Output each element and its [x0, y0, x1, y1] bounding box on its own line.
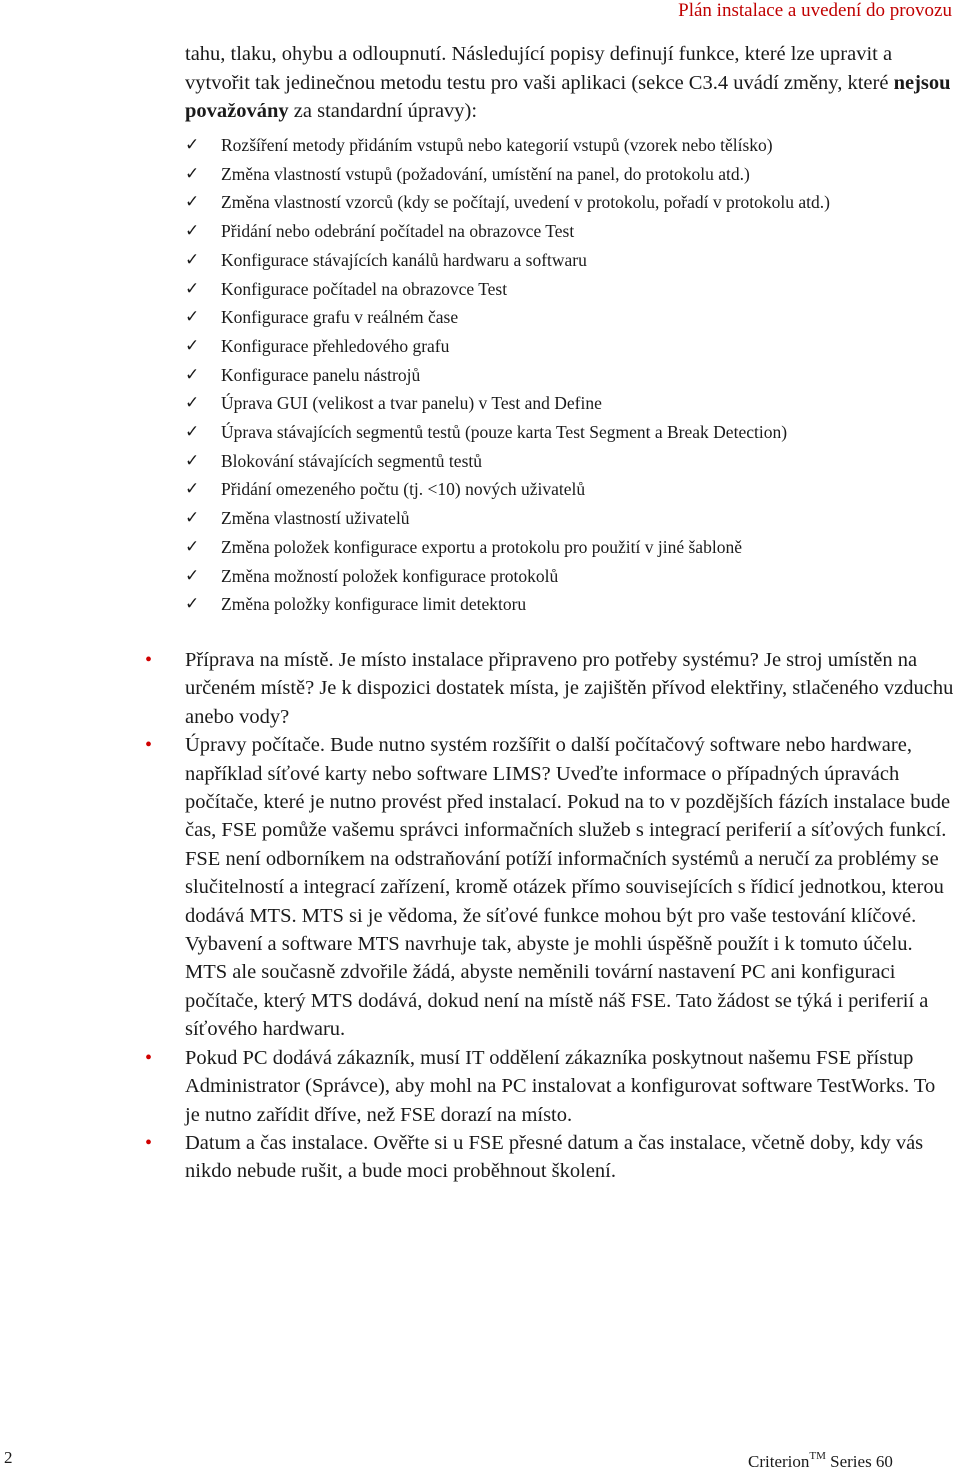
checklist-item [185, 188, 955, 217]
checklist-item [185, 418, 955, 447]
checklist-item [185, 590, 955, 619]
checklist-item [185, 447, 955, 476]
bullet-icon: • [145, 649, 153, 671]
trademark-mark: TM [809, 1450, 826, 1462]
checklist-item-text: Konfigurace počítadel na obrazovce Test [221, 278, 508, 299]
checklist-item-text: Blokování stávajících segmentů testů [221, 450, 482, 471]
checklist-item-text: Změna vlastností uživatelů [221, 508, 410, 529]
intro-paragraph [185, 40, 955, 126]
checkmark-icon: ✓ [185, 393, 200, 414]
checklist-item [185, 332, 955, 361]
checkmark-icon: ✓ [185, 221, 200, 242]
bullet-item-text: Příprava na místě. Je místo instalace připraveno pro potřeby systému? Je stroj umístěn na určeném místě? Je k dispozici dostatek místa, je zajištěn přívod elektřiny, stlačeného vzduchu anebo vody? [185, 649, 954, 728]
checklist-item [185, 303, 955, 332]
preparation-bullet-list [145, 646, 955, 1186]
checklist-item-text: Konfigurace přehledového grafu [221, 335, 450, 356]
footer-product-name: Criterion [748, 1452, 810, 1471]
running-header-title: Plán instalace a uvedení do provozu [678, 0, 952, 21]
checkmark-icon: ✓ [185, 508, 200, 529]
bullet-item [145, 1129, 955, 1186]
checklist-item-text: Změna vlastností vzorců (kdy se počítají, uvedení v protokolu, pořadí v protokolu atd.) [221, 192, 830, 213]
intro-text-part1: tahu, tlaku, ohybu a odloupnutí. Následující popisy definují funkce, které lze upravit a vytvořit tak jedinečnou metodu testu pro vaši aplikaci (sekce C3.4 uvádí změny, které [185, 43, 894, 94]
checklist-item-text: Změna možností položek konfigurace protokolů [221, 565, 559, 586]
footer-series: Series 60 [830, 1452, 893, 1471]
checkmark-icon: ✓ [185, 536, 200, 557]
checkmark-icon: ✓ [185, 163, 200, 184]
customization-checklist [185, 131, 955, 619]
checklist-item [185, 475, 955, 504]
checklist-item-text: Rozšíření metody přidáním vstupů nebo kategorií vstupů (vzorek nebo tělísko) [221, 135, 773, 155]
checklist-item-text: Změna vlastností vstupů (požadování, umístění na panel, do protokolu atd.) [221, 163, 750, 184]
bullet-item [145, 646, 955, 731]
checklist-item-text: Přidání omezeného počtu (tj. <10) nových uživatelů [221, 479, 586, 500]
checklist-item-text: Změna položky konfigurace limit detektoru [221, 594, 527, 615]
checklist-item-text: Úprava stávajících segmentů testů (pouze karta Test Segment a Break Detection) [221, 422, 788, 443]
checkmark-icon: ✓ [185, 364, 200, 385]
checklist-item-text: Konfigurace stávajících kanálů hardwaru a softwaru [221, 249, 587, 270]
checklist-item-text: Konfigurace grafu v reálném čase [221, 307, 459, 328]
bullet-icon: • [145, 1131, 153, 1154]
checkmark-icon: ✓ [185, 565, 200, 586]
checkmark-icon: ✓ [185, 594, 200, 615]
checklist-item [185, 533, 955, 562]
checklist-item-text: Úprava GUI (velikost a tvar panelu) v Test and Define [221, 393, 602, 414]
checklist-item-text: Konfigurace panelu nástrojů [221, 364, 421, 385]
checkmark-icon: ✓ [185, 135, 200, 155]
footer-product [748, 1450, 893, 1472]
checkmark-icon: ✓ [185, 479, 200, 500]
bullet-item-text: Úpravy počítače. Bude nutno systém rozšířit o další počítačový software nebo hardware, například síťové karty nebo software LIMS? Uveďte informace o případných úpravách počítače, které je nutno provést před instalací. Pokud na to v pozdějších fázích instalace bude čas, FSE pomůže vašemu správci informačních služeb s integrací periferií a síťových funkcí. FSE není odborníkem na odstraňování potíží informačních systémů a neručí za problémy se slučitelností a integrací zařízení, kromě otázek přímo souvisejících s řídicí jednotkou, kterou dodává MTS. MTS si je vědoma, že síťové funkce mohou být pro vaše testování klíčové. Vybavení a software MTS navrhuje tak, abyste je mohli úspěšně použít i k tomuto účelu. MTS ale současně zdvořile žádá, abyste neměnili tovární nastavení PC ani konfiguraci počítače, který MTS dodává, dokud není na místě náš FSE. Tato žádost se týká i periferií a síťového hardwaru. [185, 734, 951, 1041]
page-number: 2 [4, 1448, 13, 1467]
checklist-item [185, 131, 955, 160]
checklist-item-text: Změna položek konfigurace exportu a protokolu pro použití v jiné šabloně [221, 536, 742, 557]
intro-text-part2: za standardní úpravy): [288, 100, 478, 122]
checkmark-icon: ✓ [185, 335, 200, 356]
checklist-item-text: Přidání nebo odebrání počítadel na obrazovce Test [221, 221, 575, 242]
checklist-item [185, 361, 955, 390]
checkmark-icon: ✓ [185, 249, 200, 270]
checkmark-icon: ✓ [185, 422, 200, 443]
checklist-item [185, 275, 955, 304]
checklist-item [185, 389, 955, 418]
checklist-item [185, 562, 955, 591]
checklist-item [185, 160, 955, 189]
intro-emphasis: nejsou považovány [185, 71, 951, 122]
bullet-icon: • [145, 1046, 153, 1069]
checklist-item [185, 217, 955, 246]
bullet-item-text: Datum a čas instalace. Ověřte si u FSE přesné datum a čas instalace, včetně doby, kdy vás nikdo nebude rušit, a bude moci proběhnout školení. [185, 1131, 924, 1183]
checkmark-icon: ✓ [185, 450, 200, 471]
checklist-item [185, 504, 955, 533]
bullet-item [145, 1044, 955, 1129]
checkmark-icon: ✓ [185, 278, 200, 299]
bullet-item-text: Pokud PC dodává zákazník, musí IT oddělení zákazníka poskytnout našemu FSE přístup Administrator (Správce), aby mohl na PC instalovat a konfigurovat software TestWorks. To je nutno zařídit dříve, než FSE dorazí na místo. [185, 1046, 936, 1126]
checkmark-icon: ✓ [185, 192, 200, 213]
checkmark-icon: ✓ [185, 307, 200, 328]
bullet-item [145, 731, 955, 1043]
checklist-item [185, 246, 955, 275]
bullet-icon: • [145, 734, 153, 757]
